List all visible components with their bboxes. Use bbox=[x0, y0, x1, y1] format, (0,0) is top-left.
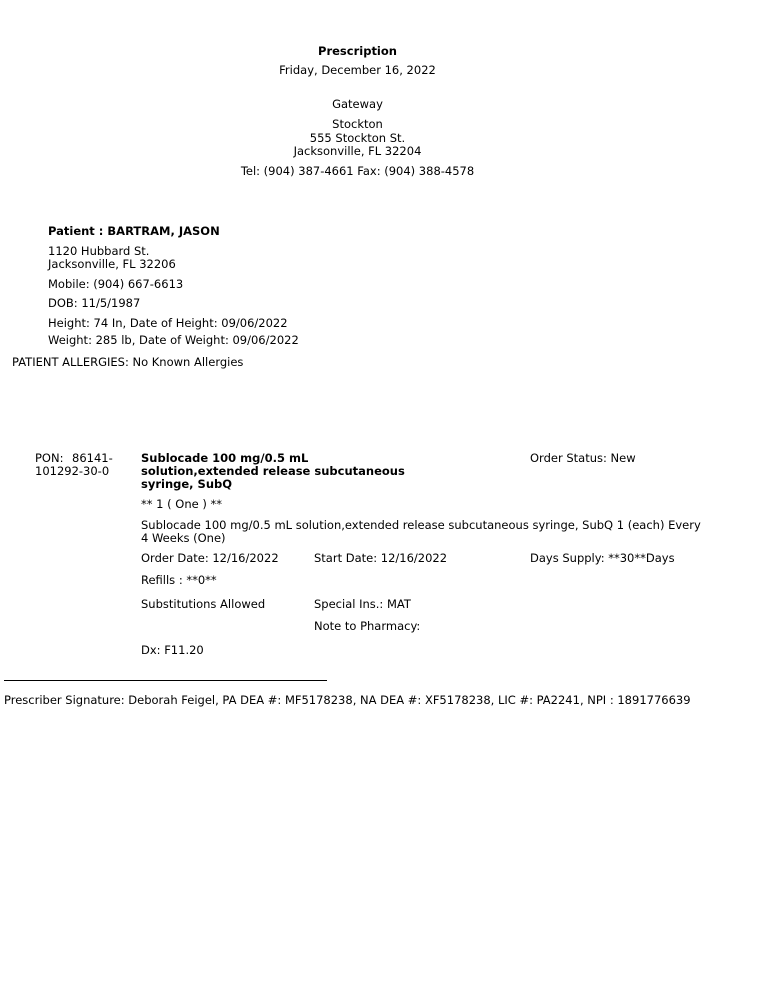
note-to-pharmacy: Note to Pharmacy: bbox=[314, 619, 421, 633]
document-title: Prescription bbox=[318, 44, 397, 58]
facility-name: Gateway bbox=[332, 97, 383, 111]
days-supply: Days Supply: **30**Days bbox=[530, 551, 675, 565]
drug-name-line3: syringe, SubQ bbox=[141, 477, 233, 491]
patient-name: Patient : BARTRAM, JASON bbox=[48, 224, 220, 238]
document-date: Friday, December 16, 2022 bbox=[279, 63, 436, 77]
patient-city: Jacksonville, FL 32206 bbox=[48, 257, 176, 271]
facility-city: Jacksonville, FL 32204 bbox=[293, 144, 422, 158]
order-date: Order Date: 12/16/2022 bbox=[141, 551, 279, 565]
patient-dob: DOB: 11/5/1987 bbox=[48, 296, 141, 310]
start-date: Start Date: 12/16/2022 bbox=[314, 551, 448, 565]
sig-instructions: Sublocade 100 mg/0.5 mL solution,extended release subcutaneous syringe, SubQ 1 (each) Every 4 Weeks (One) bbox=[141, 518, 701, 545]
prescriber-signature: Prescriber Signature: Deborah Feigel, PA DEA #: MF5178238, NA DEA #: XF5178238, LIC #: PA2241, NPI : 1891776639 bbox=[4, 693, 691, 707]
patient-street: 1120 Hubbard St. bbox=[48, 244, 150, 258]
special-instructions: Special Ins.: MAT bbox=[314, 597, 411, 611]
patient-mobile: Mobile: (904) 667-6613 bbox=[48, 277, 184, 291]
facility-phone: Tel: (904) 387-4661 Fax: (904) 388-4578 bbox=[240, 164, 475, 178]
order-status: Order Status: New bbox=[530, 451, 636, 465]
patient-weight: Weight: 285 lb, Date of Weight: 09/06/2022 bbox=[48, 333, 299, 347]
pon-label: PON: bbox=[35, 451, 64, 465]
pon-value-line1: 86141- bbox=[72, 451, 113, 465]
refills: Refills : **0** bbox=[141, 573, 217, 587]
facility-street: 555 Stockton St. bbox=[309, 131, 406, 145]
patient-height: Height: 74 In, Date of Height: 09/06/2022 bbox=[48, 316, 288, 330]
drug-name-line1: Sublocade 100 mg/0.5 mL bbox=[141, 451, 309, 465]
substitutions: Substitutions Allowed bbox=[141, 597, 266, 611]
dispense-quantity: ** 1 ( One ) ** bbox=[141, 497, 222, 511]
patient-allergies: PATIENT ALLERGIES: No Known Allergies bbox=[12, 355, 244, 369]
pon-value-line2: 101292-30-0 bbox=[35, 464, 110, 478]
facility-location: Stockton bbox=[332, 117, 383, 131]
drug-name-line2: solution,extended release subcutaneous bbox=[141, 464, 405, 478]
signature-line bbox=[4, 680, 327, 681]
diagnosis-code: Dx: F11.20 bbox=[141, 643, 204, 657]
